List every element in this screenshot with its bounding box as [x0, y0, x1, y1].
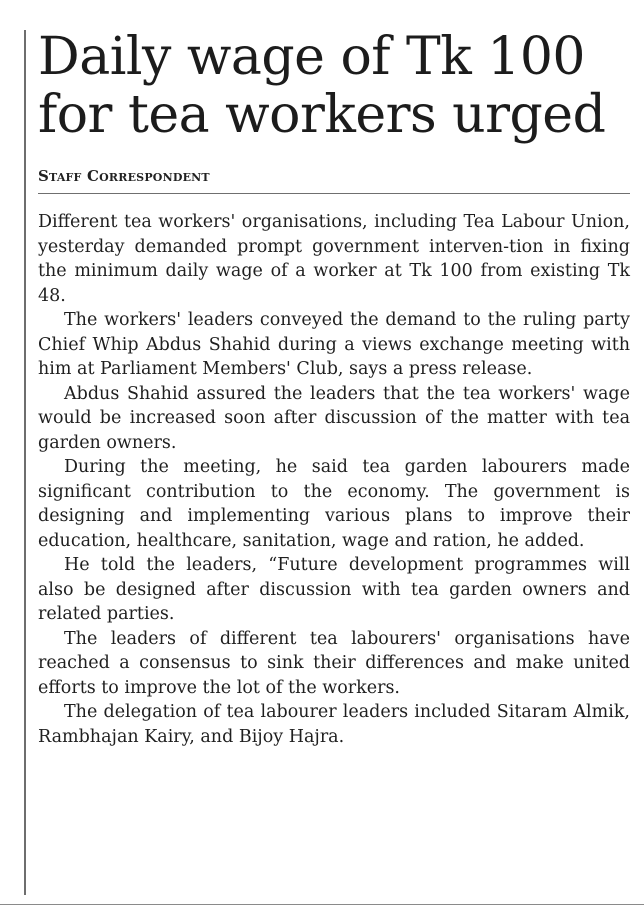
article-headline	[38, 28, 630, 144]
body-paragraph-3: Abdus Shahid assured the leaders that the tea workers' wage would be increased soon after discussion of the matter with tea garden owners.	[38, 383, 630, 453]
headline-line-1: Daily wage of Tk 100	[38, 27, 586, 87]
body-paragraph-7: The delegation of tea labourer leaders included Sitaram Almik, Rambhajan Kairy, and Bijoy Hajra.	[38, 702, 630, 747]
body-paragraph-5: He told the leaders, “Future development programmes will also be designed after discussion with tea garden owners and related parties.	[38, 555, 630, 624]
column-left-rule	[24, 30, 26, 895]
body-paragraph-4: During the meeting, he said tea garden labourers made significant contribution to the economy. The government is designing and implementing various plans to improve their education, healthcare, sanitation, wage and ration, he added.	[38, 457, 630, 551]
page-bottom-rule	[0, 904, 644, 905]
news-article	[38, 28, 630, 749]
body-paragraph-6: The leaders of different tea labourers' organisations have reached a consensus to sink their differences and make united efforts to improve the lot of the workers.	[38, 628, 630, 698]
article-byline: Staff Correspondent	[38, 167, 630, 194]
body-paragraph-1: Different tea workers' organisations, including Tea Labour Union, yesterday demanded prompt government interven-tion in fixing the minimum daily wage of a worker at Tk 100 from existing Tk 48.	[38, 212, 630, 306]
article-body	[38, 210, 630, 749]
body-paragraph-2: The workers' leaders conveyed the demand to the ruling party Chief Whip Abdus Shahid during a views exchange meeting with him at Parliament Members' Club, says a press release.	[38, 310, 630, 379]
headline-line-2: for tea workers urged	[38, 85, 606, 145]
